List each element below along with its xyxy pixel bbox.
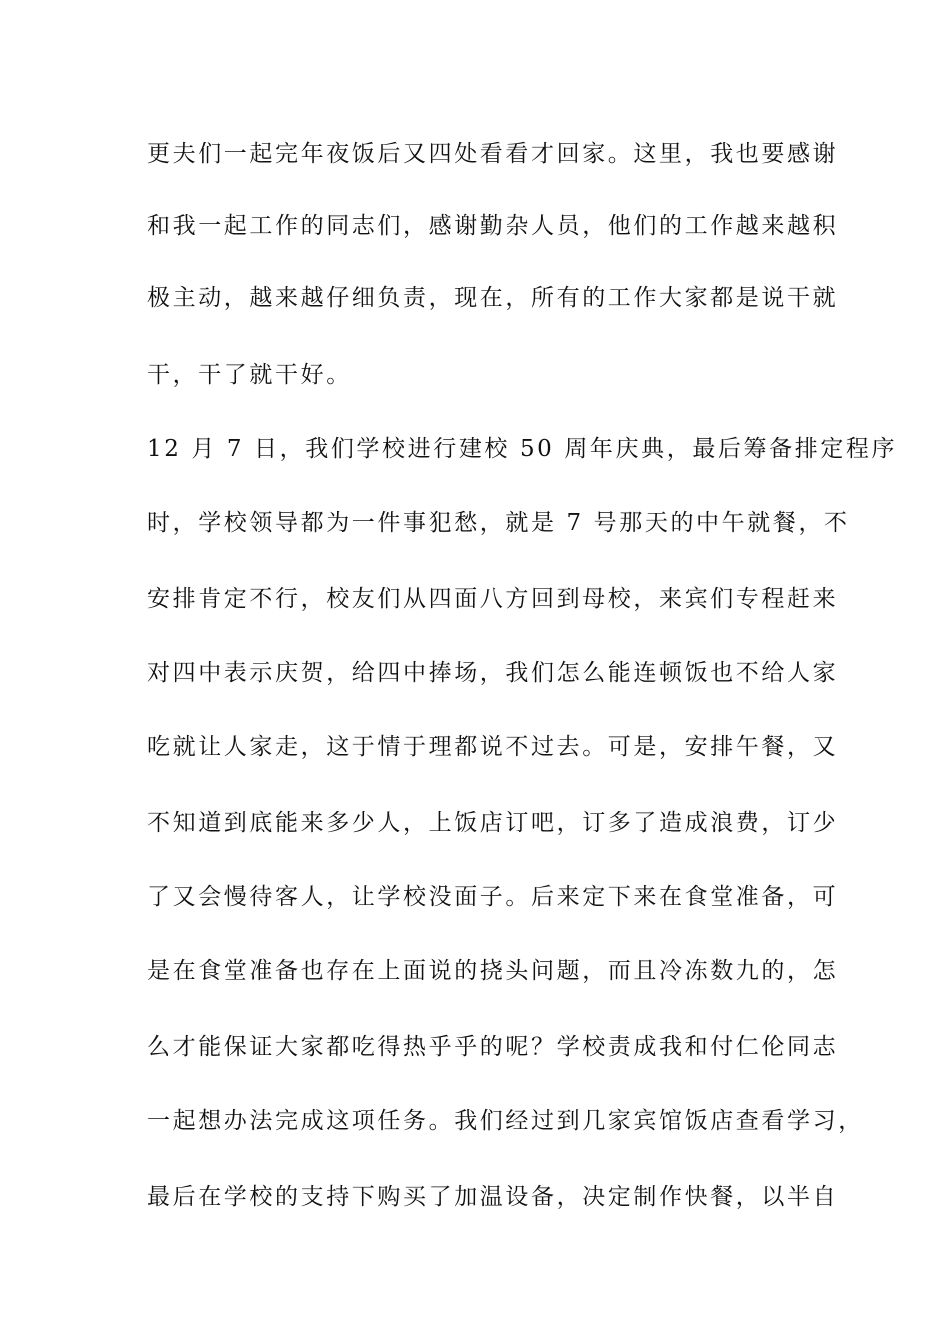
text-line: 是在食堂准备也存在上面说的挠头问题，而且冷冻数九的，怎 bbox=[147, 958, 839, 984]
text-line: 最后在学校的支持下购买了加温设备，决定制作快餐，以半自 bbox=[147, 1184, 839, 1210]
text-line: 吃就让人家走，这于情于理都说不过去。可是，安排午餐，又 bbox=[147, 734, 839, 760]
text-line: 安排肯定不行，校友们从四面八方回到母校，来宾们专程赶来 bbox=[147, 586, 839, 612]
text-line: 时，学校领导都为一件事犯愁，就是 7 号那天的中午就餐，不 bbox=[147, 510, 850, 536]
text-line: 一起想办法完成这项任务。我们经过到几家宾馆饭店查看学习， bbox=[147, 1108, 864, 1134]
text-line: 么才能保证大家都吃得热乎乎的呢？学校责成我和付仁伦同志 bbox=[147, 1034, 839, 1060]
text-line: 对四中表示庆贺，给四中捧场，我们怎么能连顿饭也不给人家 bbox=[147, 660, 839, 686]
text-line: 更夫们一起完年夜饭后又四处看看才回家。这里，我也要感谢 bbox=[147, 141, 839, 167]
text-line: 12 月 7 日，我们学校进行建校 50 周年庆典，最后筹备排定程序 bbox=[147, 436, 898, 462]
text-line: 极主动，越来越仔细负责，现在，所有的工作大家都是说干就 bbox=[147, 285, 839, 311]
text-line: 了又会慢待客人，让学校没面子。后来定下来在食堂准备，可 bbox=[147, 884, 839, 910]
text-line: 和我一起工作的同志们，感谢勤杂人员，他们的工作越来越积 bbox=[147, 213, 839, 239]
text-line: 干，干了就干好。 bbox=[147, 362, 352, 388]
text-line: 不知道到底能来多少人，上饭店订吧，订多了造成浪费，订少 bbox=[147, 810, 839, 836]
